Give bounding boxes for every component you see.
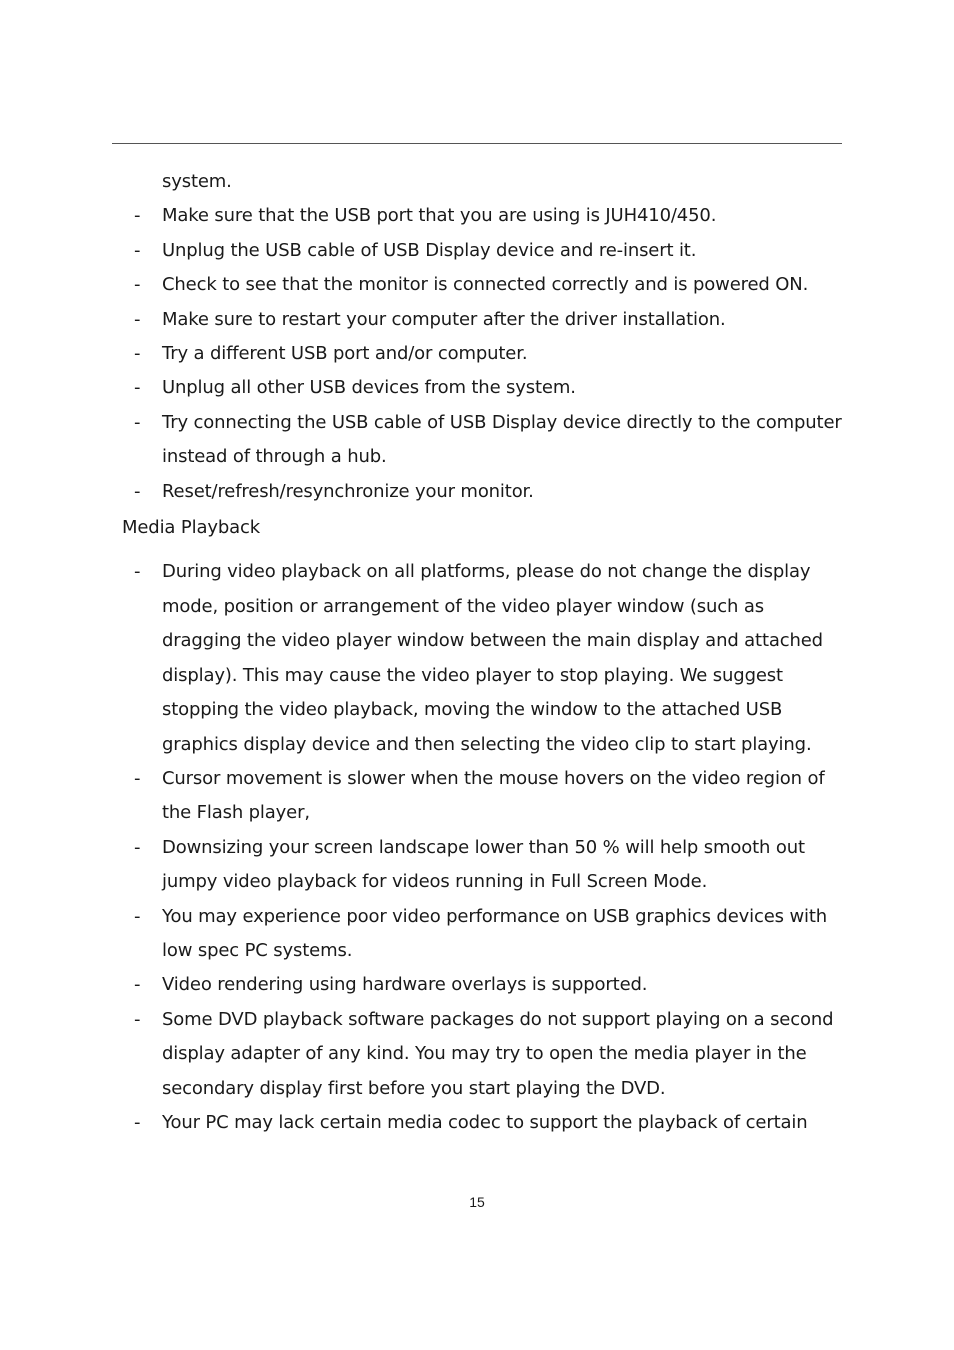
list-item-text: Make sure to restart your computer after the driver installation. xyxy=(162,308,726,330)
list-item xyxy=(122,762,844,831)
troubleshooting-list xyxy=(122,199,844,509)
list-item xyxy=(122,475,844,509)
list-item xyxy=(122,1003,844,1106)
list-item-text: Your PC may lack certain media codec to support the playback of certain xyxy=(162,1111,808,1133)
list-dash: - xyxy=(134,343,141,365)
list-item xyxy=(122,406,844,475)
list-item-text: Try connecting the USB cable of USB Display device directly to the computer instead of through a hub. xyxy=(162,411,842,468)
list-dash: - xyxy=(134,974,141,996)
section-heading: Media Playback xyxy=(122,517,260,539)
list-item xyxy=(122,199,844,233)
list-dash: - xyxy=(134,308,141,330)
list-item-text: During video playback on all platforms, please do not change the display mode, position or arrangement of the video player window (such as dragging the video player window between the main display and attached display). This may cause the video player to stop playing. We suggest stopping the video playback, moving the window to the attached USB graphics display device and then selecting the video clip to start playing. xyxy=(162,561,823,755)
list-item-text: Some DVD playback software packages do not support playing on a second display adapter of any kind. You may try to open the media player in the secondary display first before you start playing the DVD. xyxy=(162,1008,834,1099)
list-item-text: Try a different USB port and/or computer. xyxy=(162,343,528,365)
list-item xyxy=(122,234,844,268)
list-item-text: Unplug all other USB devices from the system. xyxy=(162,377,576,399)
list-dash: - xyxy=(134,239,141,261)
list-dash: - xyxy=(134,377,141,399)
list-dash: - xyxy=(134,836,141,858)
list-item xyxy=(122,337,844,371)
list-item-text: Cursor movement is slower when the mouse hovers on the video region of the Flash player, xyxy=(162,767,825,824)
list-dash: - xyxy=(134,411,141,433)
list-item xyxy=(122,268,844,302)
list-item-text: Reset/refresh/resynchronize your monitor. xyxy=(162,480,534,502)
list-item-text: Downsizing your screen landscape lower than 50 % will help smooth out jumpy video playback for videos running in Full Screen Mode. xyxy=(162,836,805,893)
list-dash: - xyxy=(134,274,141,296)
list-dash: - xyxy=(134,205,141,227)
list-dash: - xyxy=(134,1008,141,1030)
list-item xyxy=(122,968,844,1002)
list-dash: - xyxy=(134,1111,141,1133)
list-item xyxy=(122,900,844,969)
list-item xyxy=(122,555,844,761)
list-item-text: Make sure that the USB port that you are using is JUH410/450. xyxy=(162,205,717,227)
list-item xyxy=(122,831,844,900)
list-dash: - xyxy=(134,561,141,583)
page-number: 15 xyxy=(469,1194,485,1210)
continuation-text: system. xyxy=(162,171,232,192)
list-item xyxy=(122,1106,844,1140)
list-item-text: Video rendering using hardware overlays is supported. xyxy=(162,974,648,996)
list-dash: - xyxy=(134,905,141,927)
header-rule xyxy=(112,143,842,144)
page-body xyxy=(122,165,844,1140)
list-item xyxy=(122,371,844,405)
list-item xyxy=(122,303,844,337)
list-dash: - xyxy=(134,767,141,789)
list-item-text: You may experience poor video performance on USB graphics devices with low spec PC systems. xyxy=(162,905,828,961)
media-playback-list xyxy=(122,555,844,1140)
list-item-text: Check to see that the monitor is connected correctly and is powered ON. xyxy=(162,274,809,296)
list-dash: - xyxy=(134,480,141,502)
list-item-text: Unplug the USB cable of USB Display device and re-insert it. xyxy=(162,239,697,261)
